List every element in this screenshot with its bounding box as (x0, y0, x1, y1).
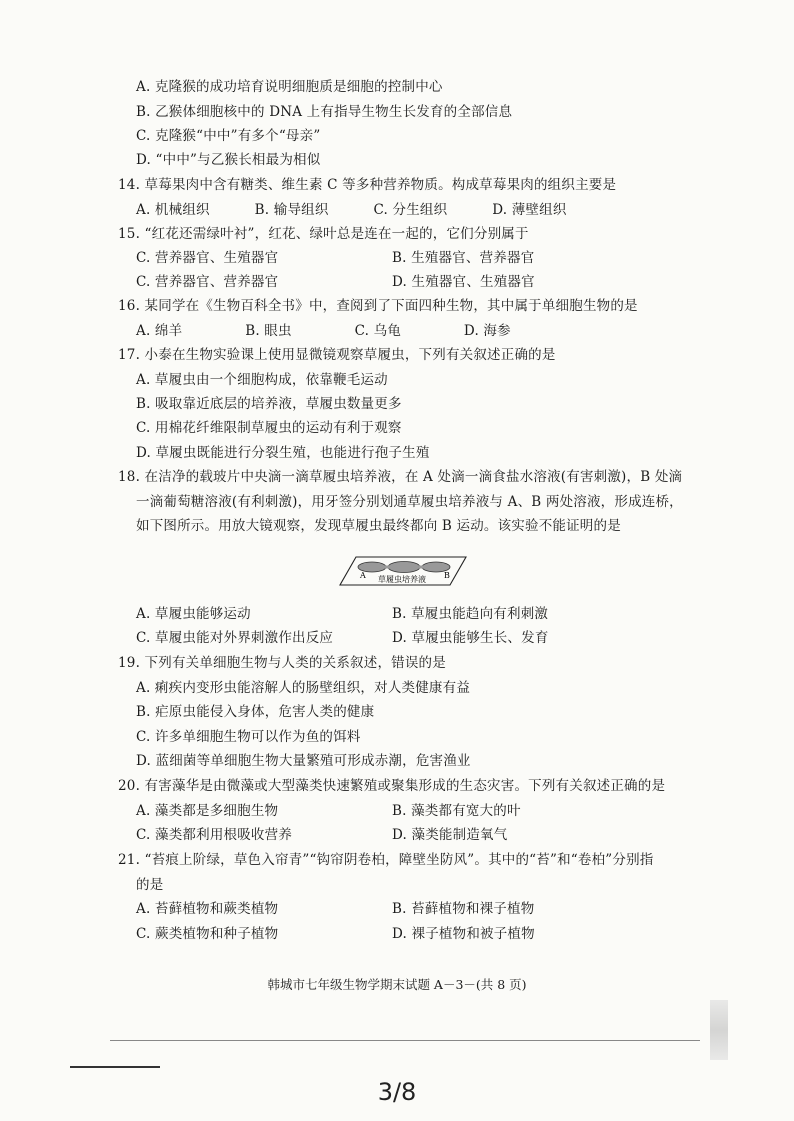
diagram-caption: 草履虫培养液 (378, 575, 426, 584)
answer-option: C. 克隆猴“中中”有多个“母亲” (136, 128, 321, 144)
answer-option: B. 吸取靠近底层的培养液，草履虫数量更多 (136, 396, 402, 412)
bridge-right (418, 566, 424, 569)
answer-option: A. 苔藓植物和蕨类植物 (136, 901, 279, 917)
question-stem: 19. 下列有关单细胞生物与人类的关系叙述，错误的是 (118, 655, 446, 671)
page-number: 3/8 (377, 1078, 417, 1106)
question-stem: 21. “苔痕上阶绿，草色入帘青”“钩帘阴卷柏，障壁坐防风”。其中的“苔”和“卷柏”分别指 (118, 852, 654, 868)
answer-option: A. 草履虫能够运动 (136, 606, 251, 622)
answer-option: C. 草履虫能对外界刺激作出反应 (136, 630, 334, 646)
bridge-left (384, 566, 390, 569)
answer-option: D. 裸子植物和被子植物 (392, 926, 535, 942)
page-footer: 韩城市七年级生物学期末试题 A－3－(共 8 页) (267, 977, 527, 992)
answer-option: D. 蓝细菌等单细胞生物大量繁殖可形成赤潮，危害渔业 (136, 753, 471, 769)
bottom-mark (70, 1066, 160, 1068)
question-stem: 20. 有害藻华是由微藻或大型藻类快速繁殖或聚集形成的生态灾害。下列有关叙述正确的是 (118, 778, 666, 794)
answer-option: A. 草履虫由一个细胞构成，依靠鞭毛运动 (136, 372, 388, 388)
answer-option: A. 藻类都是多细胞生物 (136, 803, 279, 819)
question-stem: 16. 某同学在《生物百科全书》中，查阅到了下面四种生物，其中属于单细胞生物的是 (118, 298, 638, 314)
answer-option: D. 生殖器官、生殖器官 (392, 274, 535, 290)
answer-option: D. 草履虫既能进行分裂生殖，也能进行孢子生殖 (136, 445, 430, 461)
answer-option: C. 藻类都利用根吸收营养 (136, 827, 293, 843)
answer-option: A. 绵羊 B. 眼虫 C. 乌龟 D. 海参 (136, 323, 511, 339)
label-b: B (444, 571, 450, 580)
answer-option: 如下图所示。用放大镜观察，发现草履虫最终都向 B 运动。该实验不能证明的是 (136, 518, 621, 534)
bottom-rule (110, 1040, 700, 1041)
answer-option: C. 营养器官、营养器官 (136, 274, 279, 290)
culture-drop (388, 562, 420, 573)
question-stem: 15. “红花还需绿叶衬”，红花、绿叶总是连在一起的，它们分别属于 (118, 226, 529, 242)
answer-option: C. 蕨类植物和种子植物 (136, 926, 279, 942)
answer-option: B. 苔藓植物和裸子植物 (392, 901, 535, 917)
answer-option: B. 疟原虫能侵入身体，危害人类的健康 (136, 704, 375, 720)
answer-option: D. “中中”与乙猴长相最为相似 (136, 152, 321, 168)
question-stem: 18. 在洁净的载玻片中央滴一滴草履虫培养液，在 A 处滴一滴食盐水溶液(有害刺激)，B 处滴 (118, 469, 683, 485)
answer-option: D. 草履虫能够生长、发育 (392, 630, 549, 646)
answer-option: 一滴葡萄糖溶液(有利刺激)，用牙签分别划通草履虫培养液与 A、B 两处溶液，形成连桥， (136, 494, 683, 510)
question-stem: 17. 小泰在生物实验课上使用显微镜观察草履虫，下列有关叙述正确的是 (118, 347, 556, 363)
paramecium-slide-diagram (338, 551, 468, 591)
answer-option: C. 用棉花纤维限制草履虫的运动有利于观察 (136, 420, 402, 436)
answer-option: B. 乙猴体细胞核中的 DNA 上有指导生物生长发育的全部信息 (136, 104, 513, 120)
answer-option: A. 机械组织 B. 输导组织 C. 分生组织 D. 薄壁组织 (136, 202, 567, 218)
question-stem: 14. 草莓果肉中含有糖类、维生素 C 等多种营养物质。构成草莓果肉的组织主要是 (118, 177, 617, 193)
scan-artifact (710, 1000, 728, 1060)
answer-option: A. 痢疾内变形虫能溶解人的肠壁组织，对人类健康有益 (136, 680, 471, 696)
answer-option: B. 草履虫能趋向有利刺激 (392, 606, 549, 622)
answer-option: B. 生殖器官、营养器官 (392, 250, 535, 266)
answer-option: D. 藻类能制造氧气 (392, 827, 508, 843)
label-a: A (360, 571, 366, 580)
answer-option: 的是 (136, 877, 164, 893)
answer-option: C. 营养器官、生殖器官 (136, 250, 279, 266)
answer-option: B. 藻类都有宽大的叶 (392, 803, 521, 819)
answer-option: C. 许多单细胞生物可以作为鱼的饵料 (136, 729, 361, 745)
answer-option: A. 克隆猴的成功培育说明细胞质是细胞的控制中心 (136, 79, 443, 95)
